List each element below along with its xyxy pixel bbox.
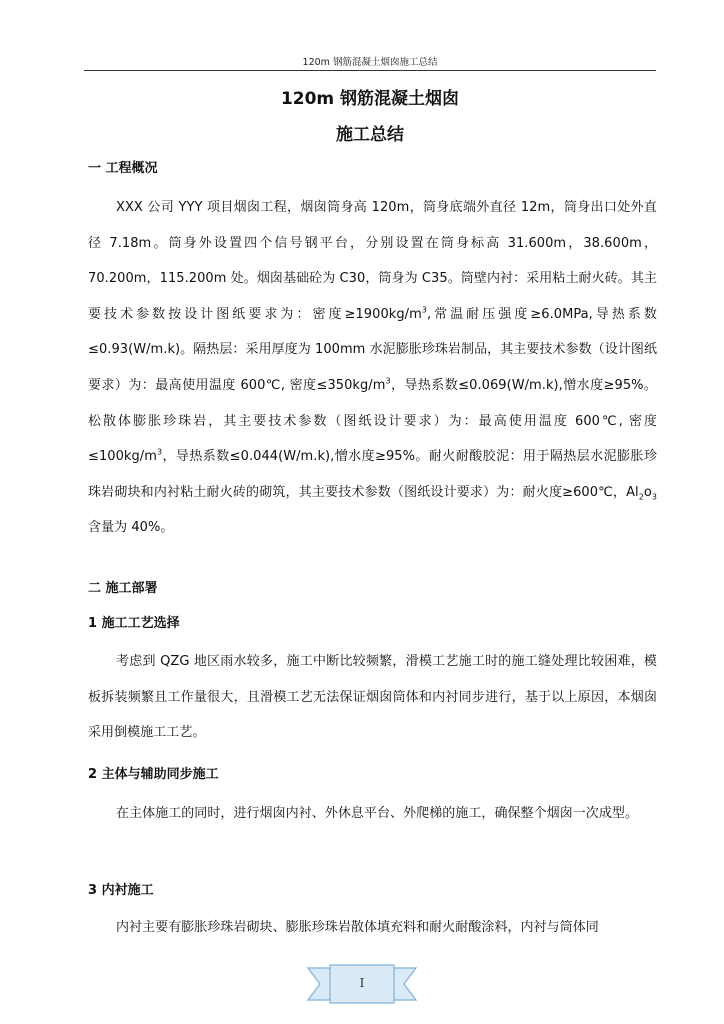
overview-text-a: XXX 公司 YYY 项目烟囱工程，烟囱筒身高 120m，筒身底端外直径 12m，筒身出口处外直径 7.18m。筒身外设置四个信号钢平台，分别设置在筒身标高 31.600m，38.600m，70.200m，115.200m 处。烟囱基础砼为 C30，筒身为 C35。筒壁内衬：采用粘土耐火砖。其主要技术参数按设计图纸要求为：密度≥1900kg/m	[88, 200, 657, 322]
subsection-heading-process: 1 施工工艺选择	[88, 616, 180, 631]
superscript: 3	[156, 447, 163, 457]
overview-paragraph	[88, 190, 657, 546]
page-number: I	[359, 976, 365, 990]
subscript: 2	[638, 492, 644, 502]
overview-text-f: 含量为 40%。	[88, 520, 174, 536]
superscript: 3	[421, 305, 427, 315]
sync-paragraph: 在主体施工的同时，进行烟囱内衬、外休息平台、外爬梯的施工，确保整个烟囱一次成型。	[116, 806, 639, 821]
header-rule	[84, 70, 656, 71]
process-paragraph: 考虑到 QZG 地区雨水较多，施工中断比较频繁，滑模工艺施工时的施工缝处理比较困难，模板拆装频繁且工作量很大，且滑模工艺无法保证烟囱筒体和内衬同步进行，基于以上原因，本烟囱采用倒模施工工艺。	[88, 654, 657, 741]
subscript: 3	[651, 492, 657, 502]
document-subtitle: 施工总结	[336, 125, 404, 145]
document-title: 120m 钢筋混凝土烟囱	[280, 89, 460, 109]
overview-text-b: ,常温耐压强度≥6.0MPa,导热系数≤0.93(W/m.k)。隔热层：采用厚度为 100mm 水泥膨胀珍珠岩制品，其主要技术参数（设计图纸要求）为：最高使用温度 600℃, 密度≤350kg/m	[88, 306, 657, 393]
running-header: 120m 钢筋混凝土烟囱施工总结	[302, 57, 438, 68]
overview-text-d: ，导热系数≤0.044(W/m.k),憎水度≥95%。耐火耐酸胶泥：用于隔热层水泥膨胀珍珠岩砌块和内衬粘土耐火砖的砌筑，其主要技术参数（图纸设计要求）为：耐火度≥600℃，Al	[88, 449, 657, 500]
subsection-heading-sync: 2 主体与辅助同步施工	[88, 767, 219, 782]
superscript: 3	[385, 376, 391, 386]
section-heading-deployment: 二 施工部署	[88, 581, 158, 596]
subsection-heading-lining: 3 内衬施工	[88, 883, 154, 898]
overview-text-e: o	[643, 484, 652, 500]
overview-text-c: ，导热系数≤0.069(W/m.k),憎水度≥95%。松散体膨胀珍珠岩，其主要技术参数（图纸设计要求）为：最高使用温度 600℃, 密度≤100kg/m	[88, 377, 657, 465]
section-heading-overview: 一 工程概况	[88, 161, 158, 176]
page-number-badge	[306, 964, 418, 1004]
lining-paragraph: 内衬主要有膨胀珍珠岩砌块、膨胀珍珠岩散体填充料和耐火耐酸涂料，内衬与筒体同	[116, 920, 599, 935]
